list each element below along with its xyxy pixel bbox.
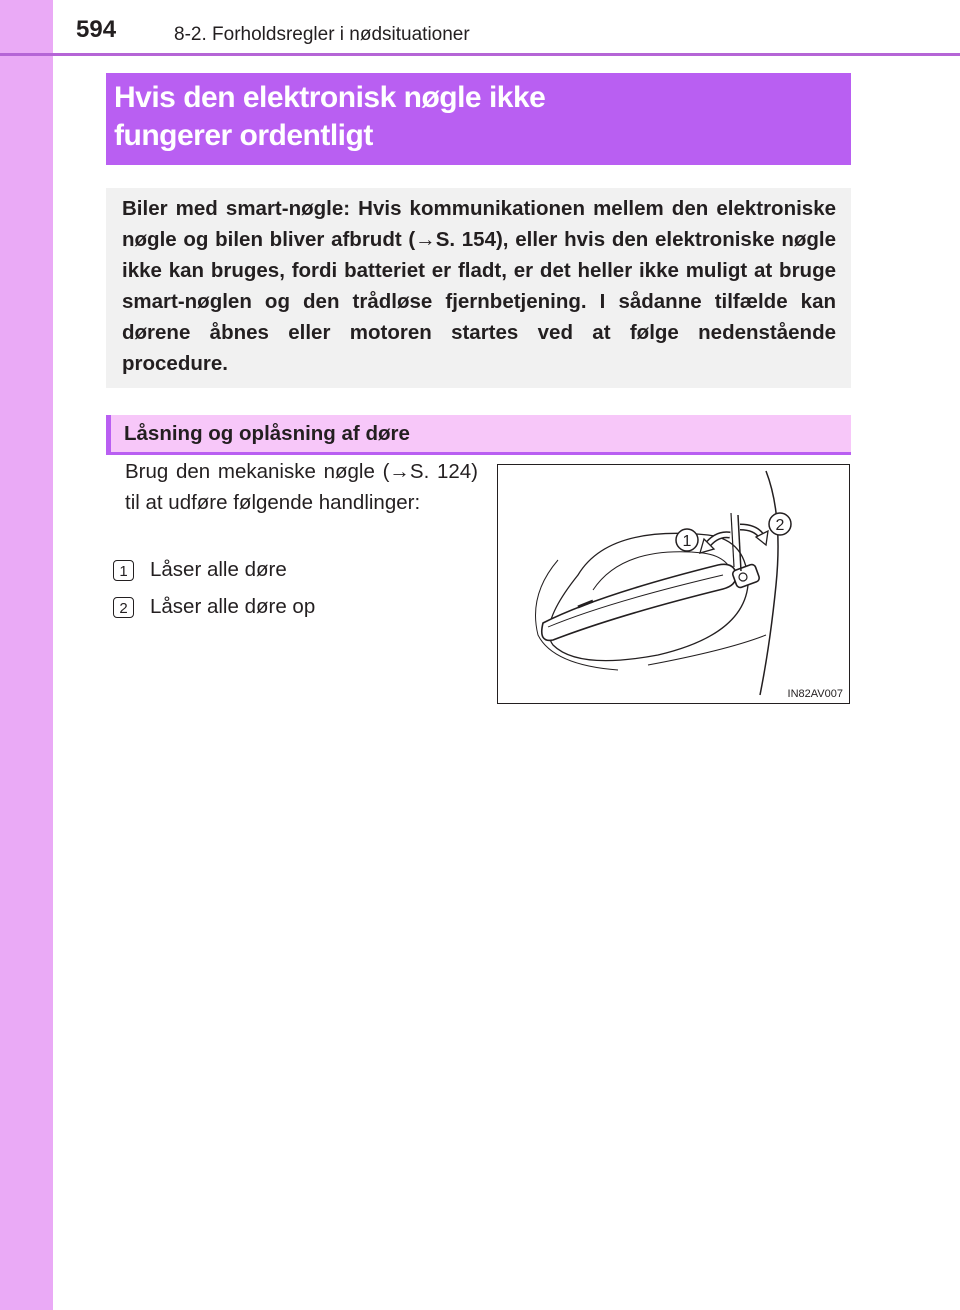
header-divider xyxy=(0,53,960,56)
page-title xyxy=(114,79,545,155)
side-tab-strip xyxy=(0,0,53,1310)
subsection-heading-accent xyxy=(106,415,111,452)
door-handle-figure xyxy=(497,464,850,704)
step-text: Låser alle døre xyxy=(150,558,287,581)
step-number: 2 xyxy=(113,597,134,618)
title-line-2: fungerer ordentligt xyxy=(114,119,373,152)
intro-text: Biler med smart-nøgle: Hvis kommunikationen mellem den elektroniske nøgle og bilen bliver afbrudt (→S. 154), eller hvis den elektroniske nøgle ikke kan bruges, fordi batteriet er fladt, er det heller ikke muligt at bruge smart-nøglen og den trådløse fjernbetjening. I sådanne tilfælde kan dørene åbnes eller motoren startes ved at følge nedenstående procedure. xyxy=(122,197,836,375)
title-line-1: Hvis den elektronisk nøgle ikke xyxy=(114,81,546,114)
section-label: 8-2. Forholdsregler i nødsituationer xyxy=(174,24,470,45)
step-number: 1 xyxy=(113,560,134,581)
page-number: 594 xyxy=(76,16,117,43)
figure-code: IN82AV007 xyxy=(787,688,843,700)
subsection-heading xyxy=(106,415,851,455)
title-banner xyxy=(106,73,851,165)
door-handle-key-illustration xyxy=(498,465,848,702)
step-item xyxy=(113,593,315,621)
step-item xyxy=(113,556,287,584)
body-text: Brug den mekaniske nøgle (→S. 124) til at udføre følgende handlinger: xyxy=(125,460,478,514)
intro-box xyxy=(106,188,851,388)
step-text: Låser alle døre op xyxy=(150,595,316,618)
subsection-heading-text: Låsning og oplåsning af døre xyxy=(124,422,410,445)
callout-2-label: 2 xyxy=(775,517,785,534)
callout-1-label: 1 xyxy=(682,533,692,550)
